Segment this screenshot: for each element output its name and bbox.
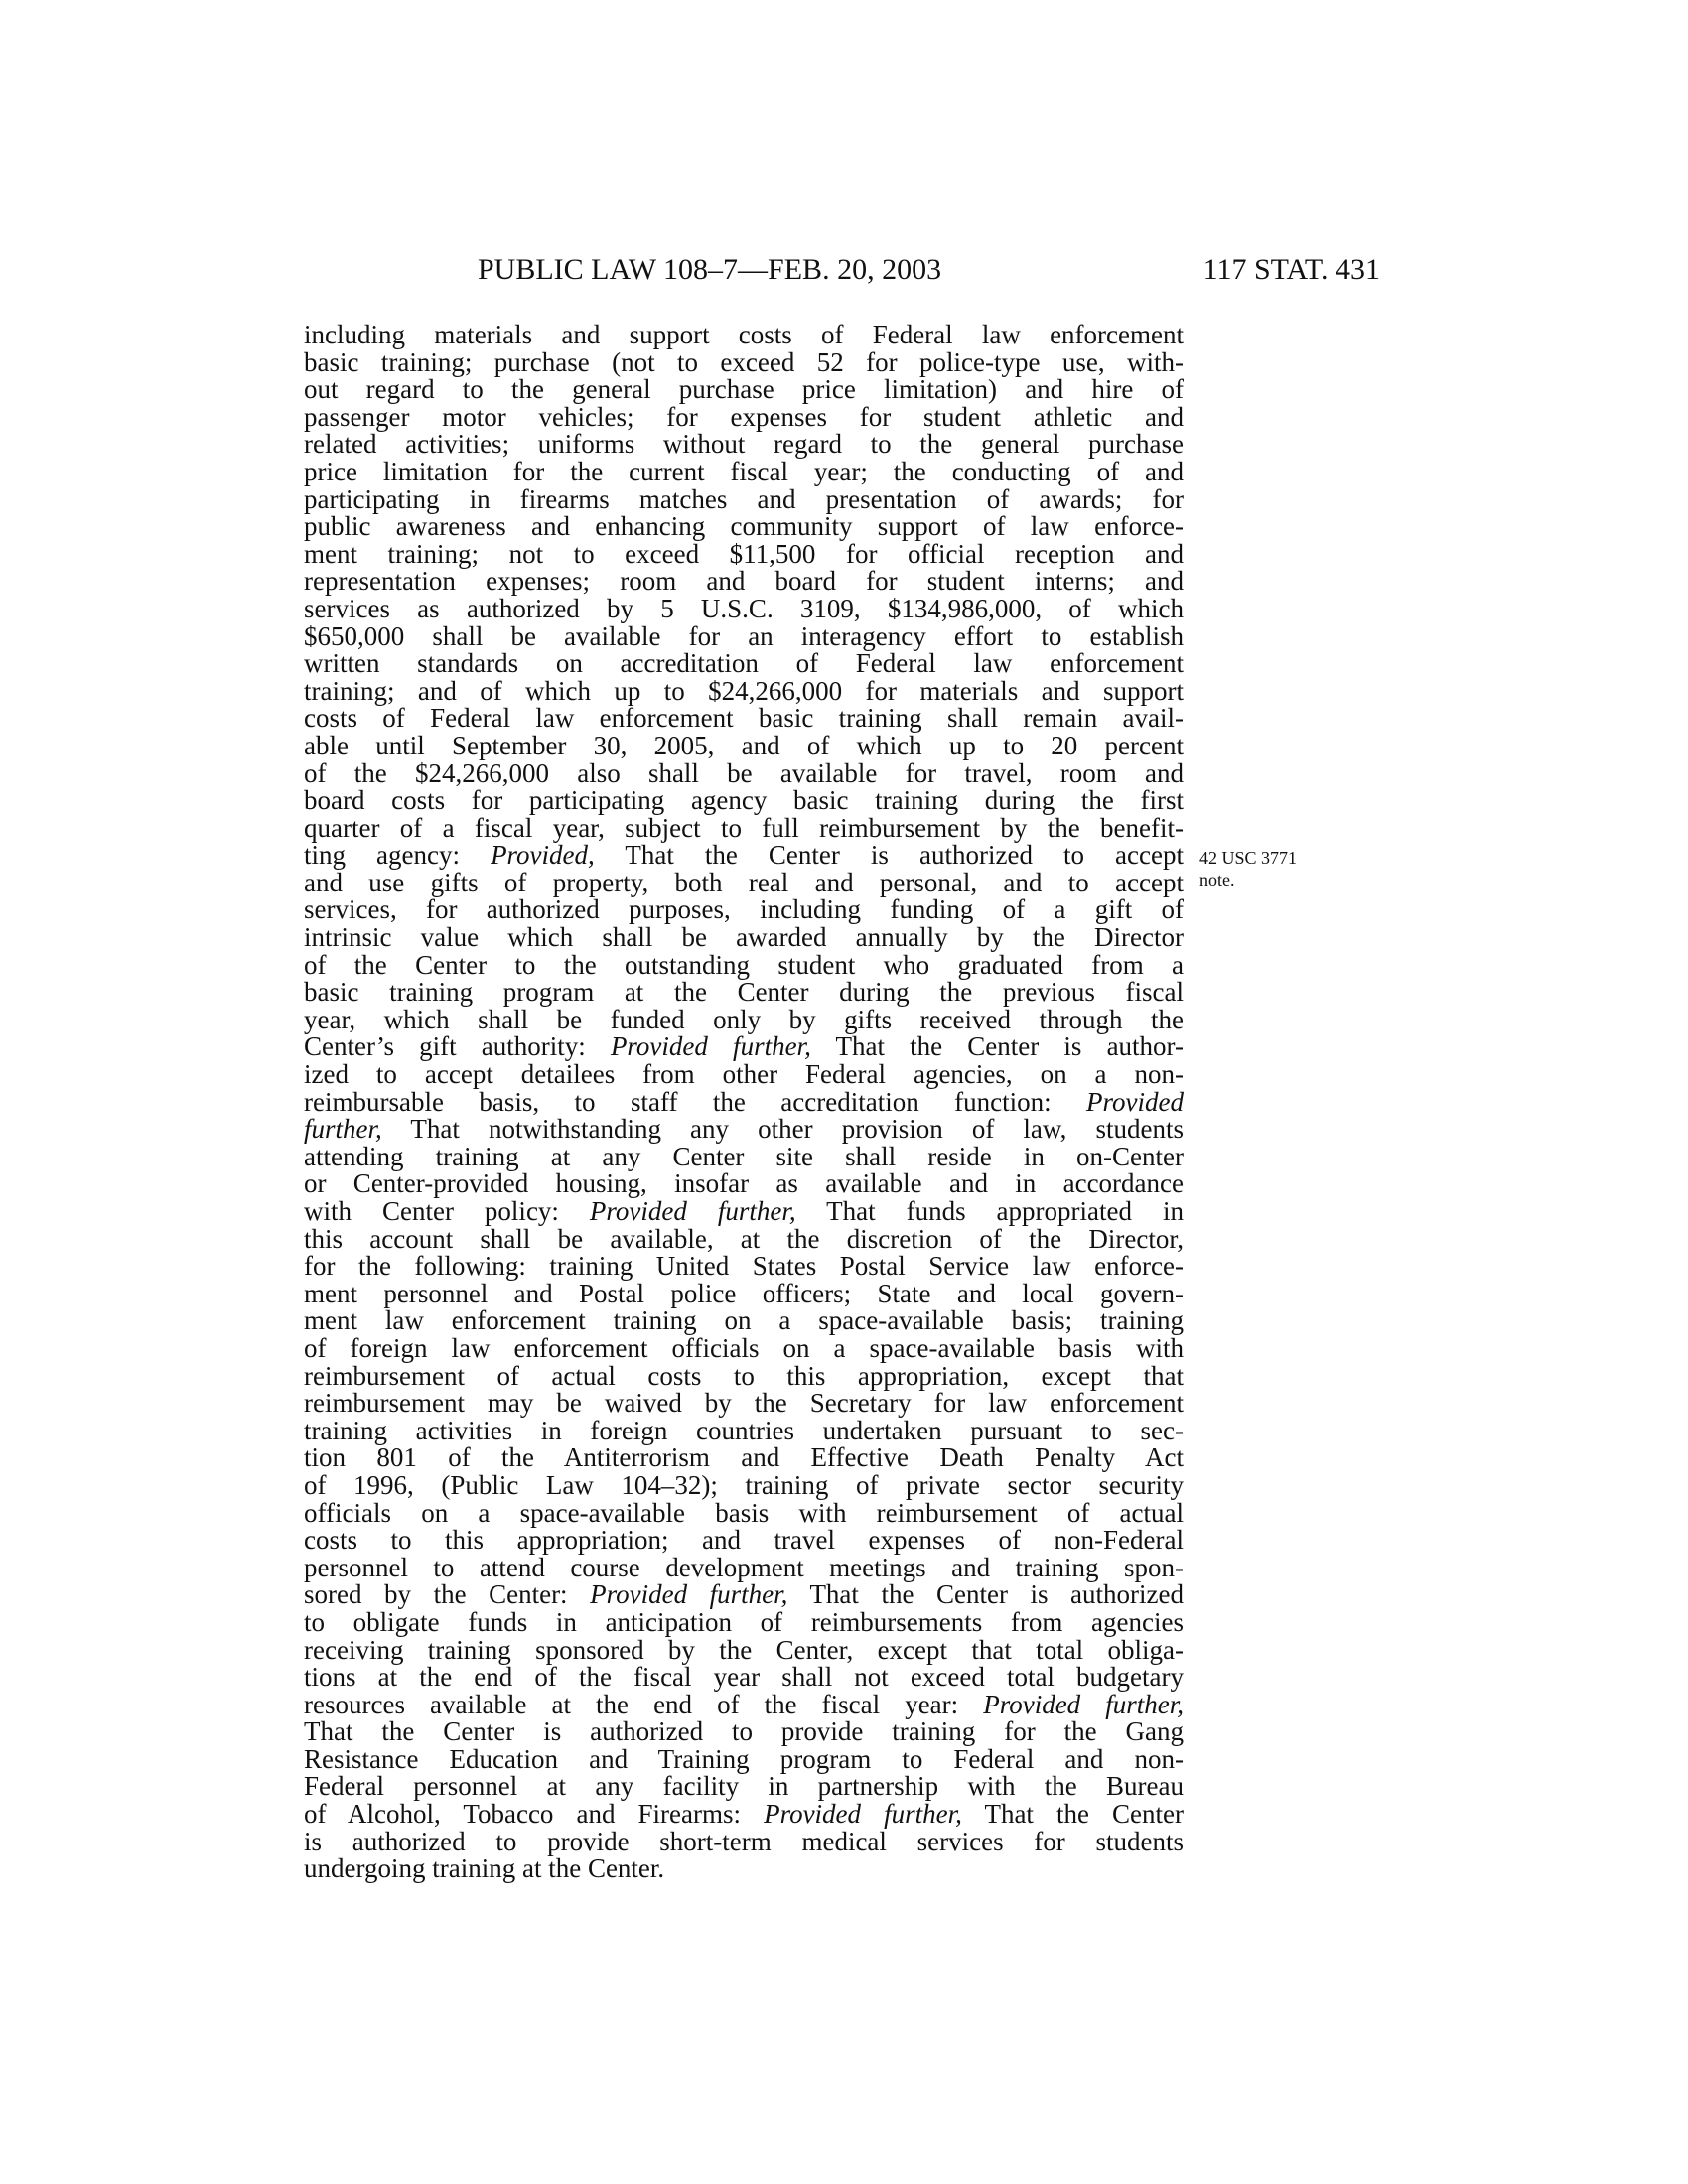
text-segment: or Center-provided housing, insofar as available and in accordance	[304, 1168, 1184, 1199]
text-segment: basic training program at the Center during the previous fiscal	[304, 977, 1184, 1008]
text-line	[304, 1773, 1184, 1801]
text-segment: of 1996, (Public Law 104–32); training of private sector security	[304, 1469, 1184, 1500]
text-segment: costs to this appropriation; and travel expenses of non-Federal	[304, 1525, 1184, 1556]
text-line	[304, 1826, 1184, 1856]
text-line	[304, 456, 1184, 486]
margin-note-label: note.	[1199, 870, 1235, 889]
text-line	[304, 1332, 1184, 1363]
text-line	[304, 1415, 1184, 1445]
text-segment: of foreign law enforcement officials on a space-available basis with	[304, 1332, 1184, 1363]
text-line	[304, 1718, 1184, 1746]
italic-proviso-text: Provided further,	[589, 1196, 796, 1226]
text-segment: reimbursement may be waived by the Secretary for law enforcement	[304, 1388, 1184, 1419]
text-segment: training; and of which up to $24,266,000 for materials and support	[304, 675, 1184, 706]
text-segment: That funds appropriated in	[795, 1196, 1184, 1226]
text-line	[304, 322, 1184, 349]
text-line	[304, 979, 1184, 1007]
italic-proviso-text: further,	[304, 1114, 382, 1145]
italic-proviso-text: Provided,	[491, 840, 595, 871]
text-line	[304, 1664, 1184, 1692]
text-segment: services, for authorized purposes, including funding of a gift of	[304, 894, 1184, 925]
text-segment: Federal personnel at any facility in partnership with the Bureau	[304, 1771, 1184, 1802]
text-line	[304, 568, 1184, 596]
statute-page-number: 117 STAT. 431	[1202, 253, 1380, 286]
text-line	[304, 1170, 1184, 1198]
text-segment: for the following: training United States Postal Service law enforce-	[304, 1251, 1184, 1282]
text-segment: training activities in foreign countries undertaken pursuant to sec-	[304, 1415, 1184, 1445]
text-segment: That the Center is author-	[810, 1031, 1184, 1062]
text-line	[304, 1198, 1184, 1226]
text-segment: receiving training sponsored by the Center, except that total obliga-	[304, 1634, 1184, 1665]
text-line	[304, 949, 1184, 980]
text-line	[304, 1689, 1184, 1719]
text-line	[304, 730, 1184, 760]
statute-body-text	[304, 322, 1184, 1883]
text-line	[304, 593, 1184, 623]
text-line	[304, 1444, 1184, 1472]
text-segment: costs of Federal law enforcement basic training shall remain avail-	[304, 703, 1184, 734]
text-segment: quarter of a fiscal year, subject to full reimbursement by the benefit-	[304, 812, 1184, 843]
text-segment: Resistance Education and Training program to Federal and non-	[304, 1743, 1184, 1774]
text-segment: reimbursable basis, to staff the accreditation function:	[304, 1086, 1087, 1117]
text-segment: is authorized to provide short-term medical services for students	[304, 1826, 1184, 1856]
text-line	[304, 1469, 1184, 1500]
text-line	[304, 1743, 1184, 1774]
text-segment: including materials and support costs of Federal law enforcement	[304, 320, 1184, 349]
text-segment: and use gifts of property, both real and personal, and to accept	[304, 867, 1184, 897]
text-segment: That notwithstanding any other provision of law, students	[381, 1114, 1184, 1145]
text-segment: price limitation for the current fiscal year; the conducting of and	[304, 456, 1184, 486]
text-line	[304, 675, 1184, 706]
text-segment: sored by the Center:	[304, 1579, 591, 1610]
text-line	[304, 1004, 1184, 1034]
text-line	[304, 431, 1184, 459]
text-line	[304, 1634, 1184, 1665]
text-segment: written standards on accreditation of Federal law enforcement	[304, 648, 1184, 679]
text-line	[304, 924, 1184, 952]
italic-proviso-text: Provided further,	[764, 1799, 962, 1830]
text-line	[304, 650, 1184, 678]
text-line	[304, 401, 1184, 432]
text-line	[304, 1581, 1184, 1609]
text-segment: ment personnel and Postal police officers; State and local govern-	[304, 1278, 1184, 1308]
text-line	[304, 538, 1184, 569]
text-segment: out regard to the general purchase price limitation) and hire of	[304, 374, 1184, 405]
text-line	[304, 1033, 1184, 1061]
text-line	[304, 1278, 1184, 1308]
text-line	[304, 346, 1184, 377]
text-segment: related activities; uniforms without regard to the general purchase	[304, 429, 1184, 460]
text-segment: Center’s gift authority:	[304, 1031, 611, 1062]
text-segment: That the Center is authorized to accept	[594, 840, 1184, 871]
text-line	[304, 1801, 1184, 1829]
text-line	[304, 867, 1184, 897]
text-line	[304, 1527, 1184, 1555]
text-segment: ment law enforcement training on a space-available basis; training	[304, 1305, 1184, 1336]
text-line	[304, 842, 1184, 870]
text-line	[304, 1497, 1184, 1528]
text-line	[304, 896, 1184, 924]
public-law-citation: PUBLIC LAW 108–7—FEB. 20, 2003	[478, 253, 942, 286]
text-line	[304, 1253, 1184, 1281]
text-segment: tion 801 of the Antiterrorism and Effective Death Penalty Act	[304, 1442, 1184, 1473]
text-line	[304, 1061, 1184, 1089]
text-segment: basic training; purchase (not to exceed 52 for police-type use, with-	[304, 346, 1184, 377]
text-line	[304, 1552, 1184, 1582]
text-segment: ized to accept detailees from other Federal agencies, on a non-	[304, 1059, 1184, 1090]
text-line	[304, 1360, 1184, 1391]
text-line	[304, 705, 1184, 733]
text-line	[304, 1307, 1184, 1335]
text-segment: ting agency:	[304, 840, 492, 871]
text-line	[304, 1116, 1184, 1144]
text-segment: tions at the end of the fiscal year shall not exceed total budgetary	[304, 1662, 1184, 1693]
text-segment: That the Center	[961, 1799, 1184, 1830]
text-segment: attending training at any Center site shall reside in on-Center	[304, 1141, 1184, 1171]
margin-note-citation: 42 USC 3771	[1199, 848, 1298, 868]
text-line	[304, 1141, 1184, 1171]
text-segment: board costs for participating agency basic training during the first	[304, 785, 1184, 816]
italic-proviso-text: Provided further,	[610, 1031, 811, 1062]
text-line	[304, 1855, 1184, 1883]
text-segment: ment training; not to exceed $11,500 for official reception and	[304, 538, 1184, 569]
text-line	[304, 812, 1184, 843]
text-segment: representation expenses; room and board for student interns; and	[304, 566, 1184, 597]
text-segment: able until September 30, 2005, and of which up to 20 percent	[304, 730, 1184, 760]
page-header	[298, 253, 1380, 293]
text-segment: to obligate funds in anticipation of reimbursements from agencies	[304, 1606, 1184, 1637]
text-line	[304, 620, 1184, 651]
text-line	[304, 1086, 1184, 1117]
text-segment: $650,000 shall be available for an interagency effort to establish	[304, 620, 1184, 651]
text-segment: undergoing training at the Center.	[304, 1853, 665, 1884]
text-segment: passenger motor vehicles; for expenses for student athletic and	[304, 401, 1184, 432]
margin-citation-note	[1199, 847, 1297, 890]
text-line	[304, 483, 1184, 514]
text-segment: of the $24,266,000 also shall be available for travel, room and	[304, 757, 1184, 788]
text-segment: with Center policy:	[304, 1196, 590, 1226]
text-segment: year, which shall be funded only by gifts received through the	[304, 1004, 1184, 1034]
text-segment: this account shall be available, at the discretion of the Director,	[304, 1223, 1184, 1254]
text-segment: participating in firearms matches and presentation of awards; for	[304, 483, 1184, 514]
text-line	[304, 1223, 1184, 1254]
italic-proviso-text: Provided	[1086, 1086, 1184, 1117]
text-line	[304, 1606, 1184, 1637]
text-segment: officials on a space-available basis with reimbursement of actual	[304, 1497, 1184, 1528]
text-line	[304, 757, 1184, 788]
text-line	[304, 376, 1184, 404]
text-segment: That the Center is authorized	[787, 1579, 1184, 1610]
text-segment: intrinsic value which shall be awarded annually by the Director	[304, 922, 1184, 953]
text-segment: resources available at the end of the fiscal year:	[304, 1689, 984, 1719]
text-segment: of Alcohol, Tobacco and Firearms:	[304, 1799, 765, 1830]
text-line	[304, 513, 1184, 541]
text-segment: personnel to attend course development meetings and training spon-	[304, 1552, 1184, 1582]
text-segment: reimbursement of actual costs to this appropriation, except that	[304, 1360, 1184, 1391]
text-segment: public awareness and enhancing community support of law enforce-	[304, 511, 1184, 542]
text-segment: of the Center to the outstanding student who graduated from a	[304, 949, 1184, 980]
text-line	[304, 787, 1184, 815]
italic-proviso-text: Provided further,	[983, 1689, 1184, 1719]
text-segment: That the Center is authorized to provide training for the Gang	[304, 1716, 1184, 1747]
italic-proviso-text: Provided further,	[590, 1579, 788, 1610]
text-line	[304, 1390, 1184, 1418]
text-segment: services as authorized by 5 U.S.C. 3109, $134,986,000, of which	[304, 593, 1184, 623]
